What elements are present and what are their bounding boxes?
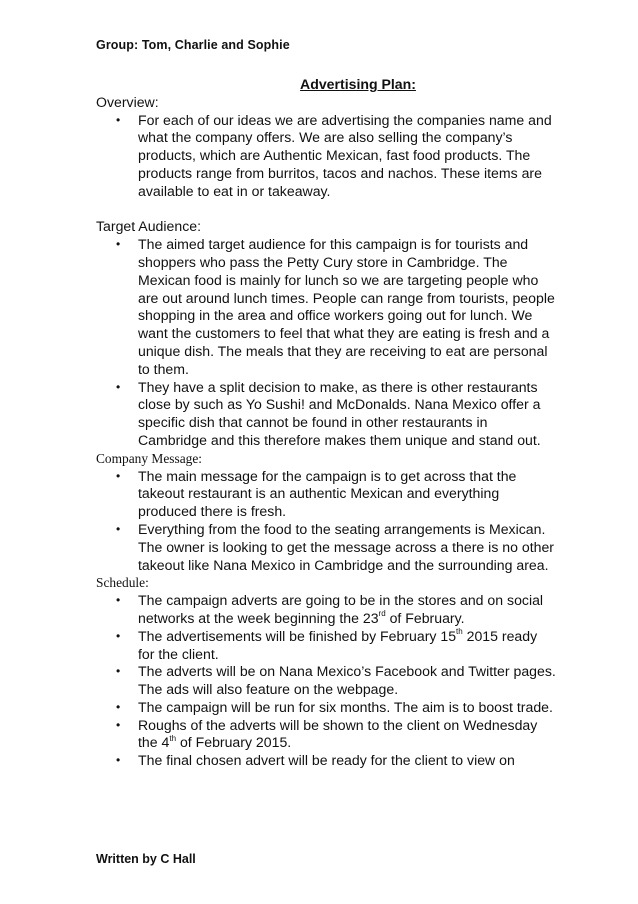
bullet-icon: • [116, 628, 121, 643]
list-item [96, 112, 556, 201]
bullet-icon: • [116, 379, 121, 394]
group-header: Group: Tom, Charlie and Sophie [96, 38, 290, 52]
page-title: Advertising Plan: [300, 76, 416, 92]
section-heading-company-message: Company Message: [96, 450, 202, 466]
list-item [96, 236, 556, 378]
list-item-text: The aimed target audience for this campaign is for tourists and shoppers who pass the Petty Cury store in Cambridge. The Mexican food is mainly for lunch so we are targeting people who are out around lunch times. People can range from tourists, people shopping in the area and office workers going out for lunch. We want the customers to feel that what they are eating is fresh and a unique dish. The meals that they are receiving to eat are personal to them. [138, 236, 555, 377]
list-item [96, 628, 556, 664]
list-item-text: The main message for the campaign is to get across that the takeout restaurant is an authentic Mexican and everything produced there is fresh. [138, 467, 517, 520]
bullet-icon: • [116, 753, 121, 768]
list-item [96, 468, 556, 521]
list-item [96, 521, 556, 574]
section-heading-schedule: Schedule: [96, 575, 149, 591]
list-item [96, 379, 556, 450]
list-item-text: Everything from the food to the seating arrangements is Mexican. The owner is looking to get the message across a there is no other takeout like Nana Mexico in Cambridge and the surrounding area. [138, 520, 554, 573]
bullet-icon: • [116, 699, 121, 714]
list-item [96, 752, 556, 770]
bullet-icon: • [116, 237, 121, 252]
list-item-text: Roughs of the adverts will be shown to the client on Wednesday the 4th of February 2015. [138, 716, 538, 751]
target-audience-list [96, 236, 556, 450]
list-item [96, 663, 556, 699]
schedule-list [96, 592, 556, 770]
bullet-icon: • [116, 664, 121, 679]
list-item-text: The final chosen advert will be ready for the client to view on [138, 752, 515, 769]
author-footer: Written by C Hall [96, 852, 196, 866]
section-heading-overview: Overview: [96, 93, 159, 110]
list-item [96, 699, 556, 717]
company-message-list [96, 468, 556, 575]
overview-list [96, 112, 556, 201]
list-item-text: The adverts will be on Nana Mexico’s Facebook and Twitter pages. The ads will also feature on the webpage. [138, 663, 556, 698]
list-item-text: The campaign will be run for six months. The aim is to boost trade. [138, 698, 553, 715]
document-body [96, 76, 556, 770]
bullet-icon: • [116, 717, 121, 732]
section-heading-target-audience: Target Audience: [96, 218, 201, 235]
list-item-text: For each of our ideas we are advertising the companies name and what the company offers. We are also selling the company’s products, which are Authentic Mexican, fast food products. The products range from burritos, tacos and nachos. These items are available to eat in or takeaway. [138, 111, 552, 199]
list-item-text: They have a split decision to make, as there is other restaurants close by such as Yo Sushi! and McDonalds. Nana Mexico offer a specific dish that cannot be found in other restaurants in Cambridge and this therefore makes them unique and stand out. [138, 378, 541, 448]
bullet-icon: • [116, 593, 121, 608]
list-item [96, 717, 556, 753]
bullet-icon: • [116, 468, 121, 483]
bullet-icon: • [116, 521, 121, 536]
list-item-text: The campaign adverts are going to be in the stores and on social networks at the week beginning the 23rd of February. [138, 592, 544, 626]
list-item-text: The advertisements will be finished by February 15th 2015 ready for the client. [138, 627, 538, 662]
list-item [96, 592, 556, 628]
bullet-icon: • [116, 112, 121, 127]
